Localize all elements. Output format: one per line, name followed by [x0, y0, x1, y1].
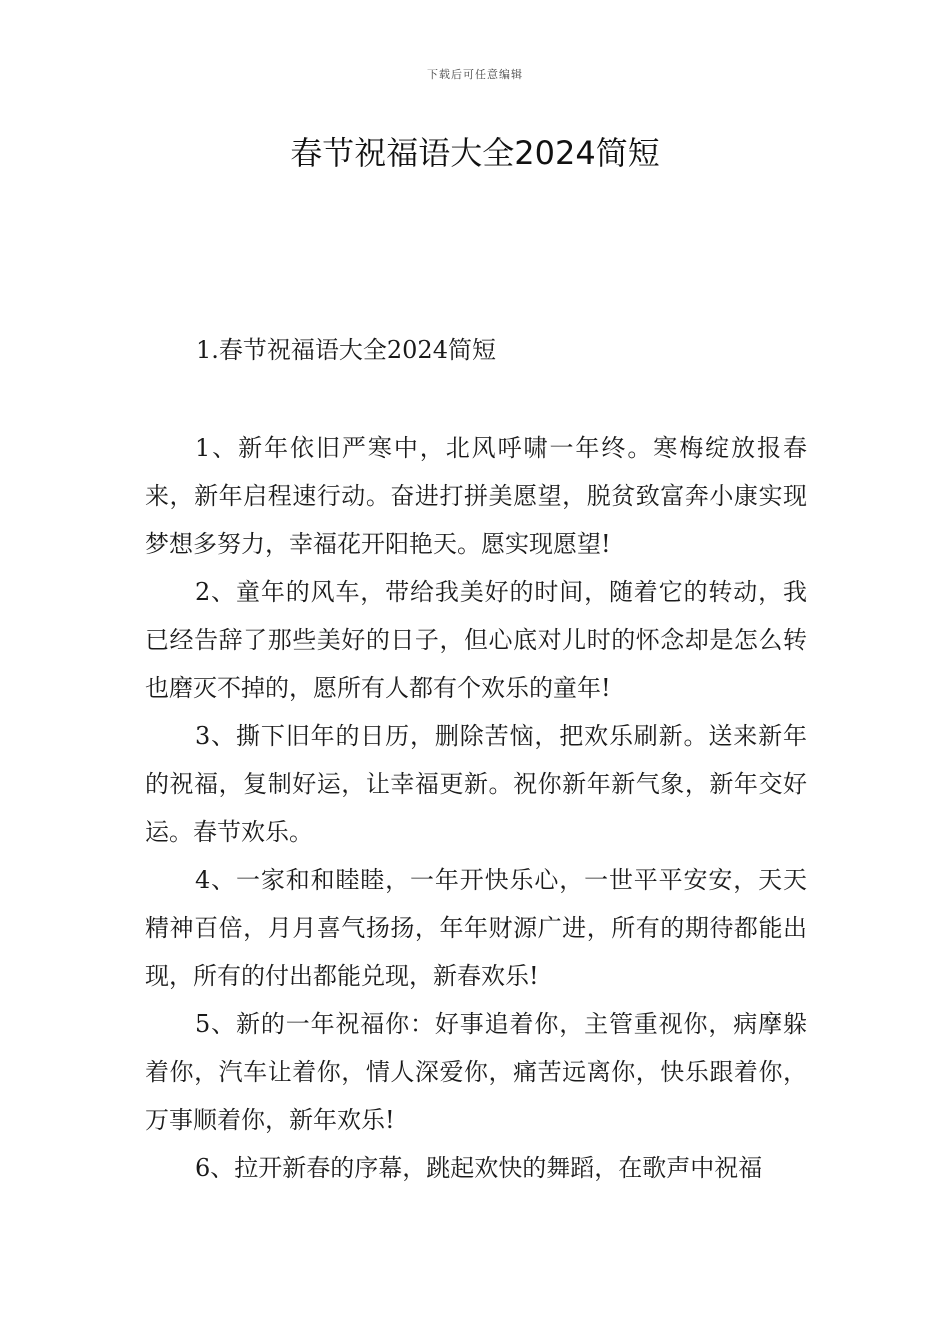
section-title: 1.春节祝福语大全2024简短 [196, 336, 496, 364]
paragraph-5: 5、新的一年祝福你：好事追着你，主管重视你，病摩躲着你，汽车让着你，情人深爱你，痛苦远离你，快乐跟着你，万事顺着你，新年欢乐! [145, 1010, 807, 1134]
document-title: 春节祝福语大全2024简短 [290, 134, 660, 172]
header-note: 下载后可任意编辑 [427, 68, 523, 81]
paragraph-3: 3、撕下旧年的日历，删除苦恼，把欢乐刷新。送来新年的祝福，复制好运，让幸福更新。祝你新年新气象，新年交好运。春节欢乐。 [145, 722, 807, 846]
paragraph-1: 1、新年依旧严寒中，北风呼啸一年终。寒梅绽放报春来，新年启程速行动。奋进打拼美愿望，脱贫致富奔小康实现梦想多努力，幸福花开阳艳天。愿实现愿望! [145, 434, 807, 558]
paragraph-4: 4、一家和和睦睦，一年开快乐心，一世平平安安，天天精神百倍，月月喜气扬扬，年年财源广进，所有的期待都能出现，所有的付出都能兑现，新春欢乐! [145, 866, 807, 990]
paragraph-6: 6、拉开新春的序幕，跳起欢快的舞蹈，在歌声中祝福 [195, 1154, 763, 1182]
body-text [145, 424, 807, 1192]
paragraph-2: 2、童年的风车，带给我美好的时间，随着它的转动，我已经告辞了那些美好的日子，但心底对儿时的怀念却是怎么转也磨灭不掉的，愿所有人都有个欢乐的童年! [145, 578, 807, 702]
